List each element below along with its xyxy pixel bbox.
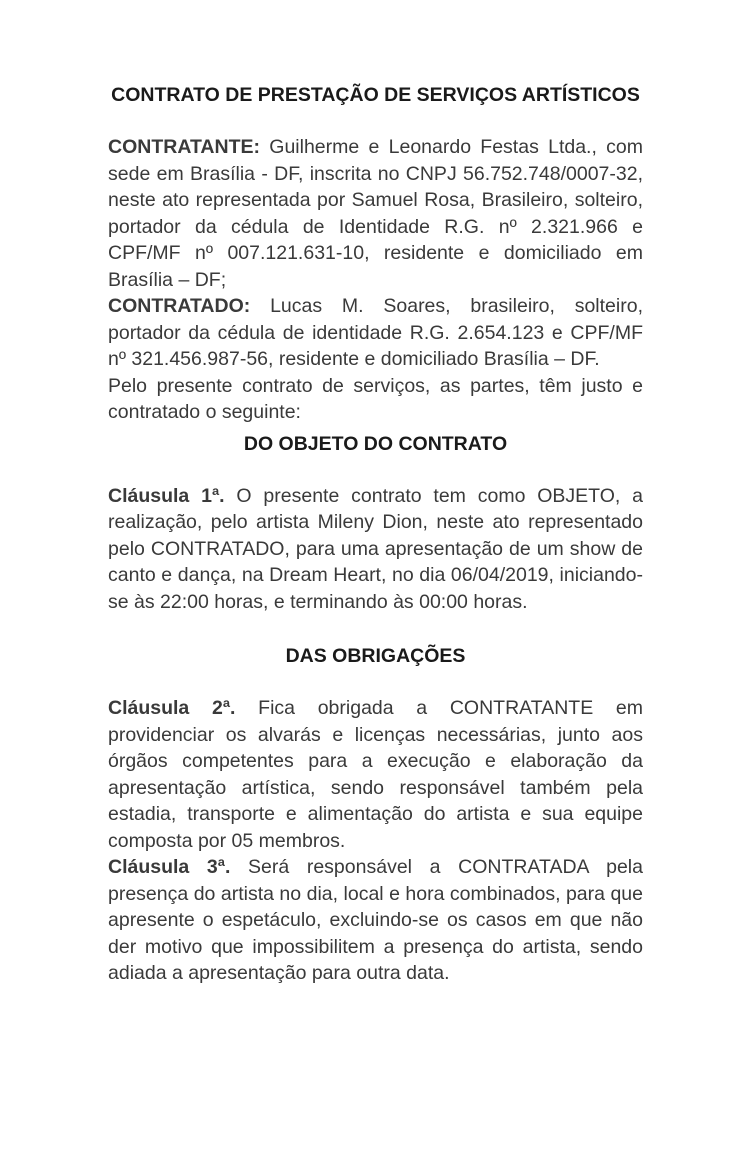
intro-paragraph: Pelo presente contrato de serviços, as partes, têm justo e contratado o seguinte: <box>108 374 643 423</box>
contratado-label: CONTRATADO: <box>108 295 251 317</box>
section-title-objeto: DO OBJETO DO CONTRATO <box>243 432 508 455</box>
contratado-paragraph <box>108 293 643 373</box>
clausula-2-label: Cláusula 2ª. <box>108 697 236 719</box>
clausula-3-text: Será responsável a CONTRATADA pela presença do artista no dia, local e hora combinados, para que apresente o espetáculo, excluindo-se os casos em que não der motivo que impossibilitem a presença do artista, sendo adiada a apresentação para outra data. <box>108 856 643 984</box>
contratado-text: Lucas M. Soares, brasileiro, solteiro, portador da cédula de identidade R.G. 2.654.123 e CPF/MF nº 321.456.987-56, residente e domiciliado Brasília – DF. <box>108 295 643 370</box>
contract-title: CONTRATO DE PRESTAÇÃO DE SERVIÇOS ARTÍSTICOS <box>111 84 640 106</box>
clausula-1-label: Cláusula 1ª. <box>108 484 225 507</box>
clausula-3-label: Cláusula 3ª. <box>108 856 231 878</box>
contratante-text: Guilherme e Leonardo Festas Ltda., com sede em Brasília - DF, inscrita no CNPJ 56.752.748/0007-32, neste ato representada por Samuel Rosa, Brasileiro, solteiro, portador da cédula de Identidade R.G. nº 2.321.966 e CPF/MF nº 007.121.631-10, residente e domiciliado em Brasília – DF; <box>108 136 643 291</box>
clausula-1-text: O presente contrato tem como OBJETO, a realização, pelo artista Mileny Dion, neste ato representado pelo CONTRATADO, para uma apresentação de um show de canto e dança, na Dream Heart, no dia 06/04/2019, iniciando-se às 22:00 horas, e terminando às 00:00 horas. <box>108 484 643 613</box>
clausula-1-paragraph <box>108 483 643 616</box>
section-title-obrigacoes: DAS OBRIGAÇÕES <box>285 645 466 667</box>
contract-document <box>108 82 643 987</box>
clausula-3-paragraph <box>108 854 643 987</box>
clausula-2-text: Fica obrigada a CONTRATANTE em providenciar os alvarás e licenças necessárias, junto aos órgãos competentes para a execução e elaboração da apresentação artística, sendo responsável também pela estadia, transporte e alimentação do artista e sua equipe composta por 05 membros. <box>108 697 643 852</box>
contratante-label: CONTRATANTE: <box>108 136 261 158</box>
clausula-2-paragraph <box>108 695 643 854</box>
contratante-paragraph <box>108 134 643 293</box>
